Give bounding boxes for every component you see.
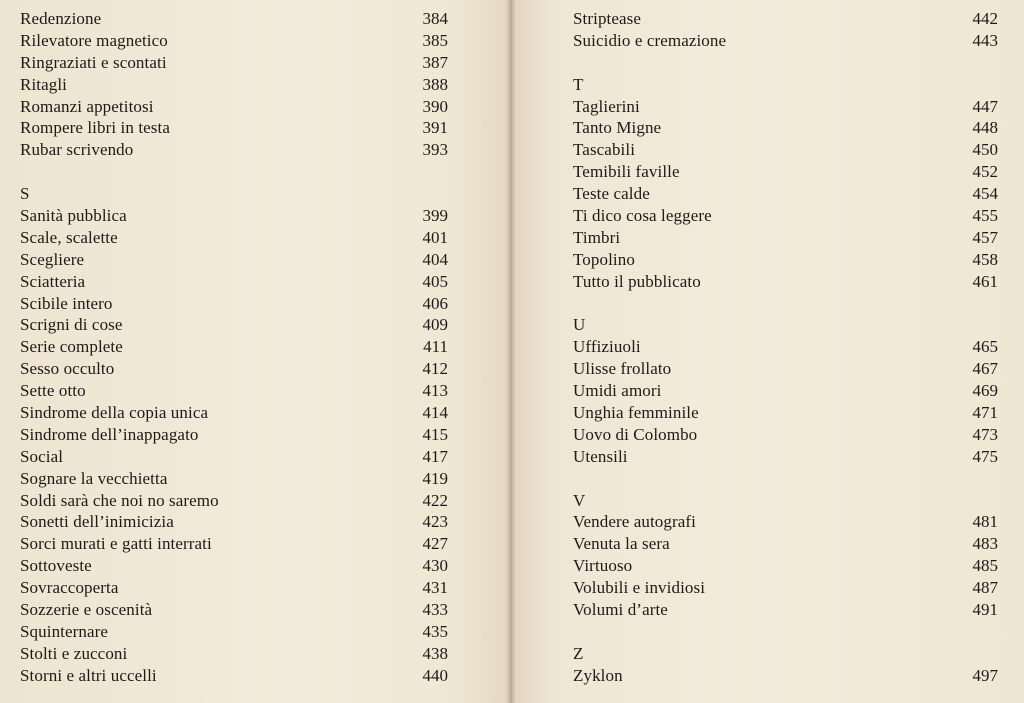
index-entry xyxy=(20,249,448,271)
right-page xyxy=(512,0,1024,703)
entry-page-number: 481 xyxy=(972,512,998,532)
entry-page-number: 461 xyxy=(972,271,998,291)
entry-title: Scale, scalette xyxy=(20,227,118,247)
index-entry xyxy=(573,227,998,249)
entry-title: Soldi sarà che noi no saremo xyxy=(20,490,219,510)
entry-page-number: 491 xyxy=(972,600,998,620)
entry-page-number: 487 xyxy=(972,578,998,598)
entry-title: Venuta la sera xyxy=(573,534,670,554)
entry-page-number: 393 xyxy=(422,140,448,160)
entry-page-number: 419 xyxy=(422,468,448,488)
index-entry xyxy=(20,555,448,577)
entry-title: Serie complete xyxy=(20,337,123,357)
entry-title: Tascabili xyxy=(573,140,636,160)
index-entry xyxy=(573,402,998,424)
section-letter: V xyxy=(573,490,586,510)
entry-title: Sorci murati e gatti interrati xyxy=(20,534,212,554)
index-entry xyxy=(20,424,448,446)
index-entry xyxy=(20,380,448,402)
index-entry xyxy=(20,30,448,52)
entry-page-number: 438 xyxy=(422,643,448,663)
entry-title: Stolti e zucconi xyxy=(20,643,128,663)
index-entry xyxy=(20,358,448,380)
index-entry xyxy=(20,314,448,336)
entry-title: Volumi d’arte xyxy=(573,600,668,620)
entry-title: Suicidio e cremazione xyxy=(573,30,727,50)
index-entry xyxy=(20,468,448,490)
entry-page-number: 385 xyxy=(422,30,448,50)
entry-page-number: 412 xyxy=(422,359,448,379)
entry-title: Sanità pubblica xyxy=(20,206,127,226)
left-page xyxy=(0,0,510,703)
entry-title: Topolino xyxy=(573,249,635,269)
entry-page-number: 433 xyxy=(422,600,448,620)
index-entry xyxy=(573,358,998,380)
entry-title: Sozzerie e oscenità xyxy=(20,600,153,620)
index-entry xyxy=(20,52,448,74)
index-entry xyxy=(573,577,998,599)
entry-page-number: 475 xyxy=(972,446,998,466)
index-entry xyxy=(573,665,998,687)
entry-page-number: 384 xyxy=(422,9,448,28)
entry-title: Uffiziuoli xyxy=(573,337,641,357)
entry-title: Sindrome della copia unica xyxy=(20,403,209,423)
entry-page-number: 440 xyxy=(422,665,448,685)
index-entry xyxy=(573,183,998,205)
entry-title: Social xyxy=(20,446,64,466)
entry-page-number: 390 xyxy=(422,96,448,116)
section-spacer xyxy=(573,468,998,490)
entry-title: Unghia femminile xyxy=(573,403,699,423)
entry-page-number: 485 xyxy=(972,556,998,576)
index-entry xyxy=(20,139,448,161)
entry-page-number: 473 xyxy=(972,424,998,444)
index-entry xyxy=(573,446,998,468)
index-entry xyxy=(20,665,448,687)
entry-page-number: 409 xyxy=(422,315,448,335)
index-entry xyxy=(573,424,998,446)
entry-title: Romanzi appetitosi xyxy=(20,96,154,116)
entry-title: Temibili faville xyxy=(573,162,680,182)
index-entry xyxy=(20,117,448,139)
entry-title: Rubar scrivendo xyxy=(20,140,134,160)
index-entry xyxy=(573,271,998,293)
index-entry xyxy=(573,161,998,183)
index-entry xyxy=(20,74,448,96)
entry-page-number: 391 xyxy=(422,118,448,138)
entry-page-number: 458 xyxy=(972,249,998,269)
entry-page-number: 401 xyxy=(422,227,448,247)
index-entry xyxy=(573,599,998,621)
index-entry xyxy=(20,271,448,293)
index-entry xyxy=(573,249,998,271)
entry-title: Scegliere xyxy=(20,249,85,269)
book-gutter xyxy=(506,0,516,703)
entry-title: Ti dico cosa leggere xyxy=(573,206,712,226)
index-entry xyxy=(20,402,448,424)
entry-page-number: 465 xyxy=(972,337,998,357)
entry-title: Umidi amori xyxy=(573,381,662,401)
entry-page-number: 404 xyxy=(422,249,448,269)
entry-page-number: 405 xyxy=(422,271,448,291)
entry-page-number: 469 xyxy=(972,381,998,401)
entry-page-number: 497 xyxy=(972,665,998,685)
section-letter: Z xyxy=(573,643,584,663)
index-entry xyxy=(573,380,998,402)
entry-page-number: 415 xyxy=(422,424,448,444)
section-letter: T xyxy=(573,74,584,94)
right-index-column xyxy=(573,8,998,687)
entry-title: Sognare la vecchietta xyxy=(20,468,168,488)
entry-title: Vendere autografi xyxy=(573,512,696,532)
index-entry xyxy=(573,96,998,118)
entry-page-number: 442 xyxy=(972,9,998,28)
index-entry xyxy=(20,577,448,599)
entry-title: Zyklon xyxy=(573,665,623,685)
section-spacer xyxy=(20,161,448,183)
entry-title: Ritagli xyxy=(20,74,67,94)
entry-title: Sovraccoperta xyxy=(20,578,119,598)
entry-page-number: 450 xyxy=(972,140,998,160)
entry-title: Sette otto xyxy=(20,381,86,401)
entry-title: Tanto Migne xyxy=(573,118,662,138)
index-entry xyxy=(20,533,448,555)
entry-page-number: 427 xyxy=(422,534,448,554)
index-entry xyxy=(573,511,998,533)
entry-title: Tutto il pubblicato xyxy=(573,271,701,291)
entry-page-number: 430 xyxy=(422,556,448,576)
entry-page-number: 448 xyxy=(972,118,998,138)
entry-title: Ulisse frollato xyxy=(573,359,672,379)
entry-page-number: 399 xyxy=(422,206,448,226)
entry-page-number: 414 xyxy=(422,403,448,423)
index-entry xyxy=(20,205,448,227)
index-entry xyxy=(20,599,448,621)
entry-page-number: 447 xyxy=(972,96,998,116)
index-entry xyxy=(20,446,448,468)
index-entry xyxy=(20,227,448,249)
entry-page-number: 411 xyxy=(423,337,448,357)
entry-page-number: 457 xyxy=(972,227,998,247)
index-entry xyxy=(573,336,998,358)
index-entry xyxy=(573,139,998,161)
entry-title: Squinternare xyxy=(20,621,109,641)
entry-title: Striptease xyxy=(573,9,642,28)
entry-page-number: 455 xyxy=(972,206,998,226)
section-letter: U xyxy=(573,315,586,335)
index-entry xyxy=(573,8,998,30)
entry-page-number: 387 xyxy=(422,52,448,72)
entry-page-number: 483 xyxy=(972,534,998,554)
section-spacer xyxy=(573,52,998,74)
entry-title: Sindrome dell’inappagato xyxy=(20,424,199,444)
index-entry xyxy=(573,30,998,52)
index-entry xyxy=(573,533,998,555)
entry-title: Sesso occulto xyxy=(20,359,115,379)
entry-title: Scibile intero xyxy=(20,293,113,313)
index-entry xyxy=(573,555,998,577)
entry-page-number: 422 xyxy=(422,490,448,510)
index-entry xyxy=(20,511,448,533)
entry-title: Scrigni di cose xyxy=(20,315,123,335)
section-spacer xyxy=(573,293,998,315)
index-entry xyxy=(20,336,448,358)
entry-title: Virtuoso xyxy=(573,556,633,576)
entry-title: Sonetti dell’inimicizia xyxy=(20,512,174,532)
entry-page-number: 443 xyxy=(972,30,998,50)
entry-page-number: 452 xyxy=(972,162,998,182)
index-entry xyxy=(573,205,998,227)
entry-title: Redenzione xyxy=(20,9,102,28)
entry-title: Rilevatore magnetico xyxy=(20,30,168,50)
entry-page-number: 435 xyxy=(422,621,448,641)
index-entry xyxy=(20,293,448,315)
entry-page-number: 454 xyxy=(972,184,998,204)
entry-title: Rompere libri in testa xyxy=(20,118,170,138)
entry-page-number: 471 xyxy=(972,403,998,423)
index-entry xyxy=(20,621,448,643)
index-entry xyxy=(20,490,448,512)
left-index-column xyxy=(20,8,448,687)
entry-page-number: 406 xyxy=(422,293,448,313)
entry-title: Timbri xyxy=(573,227,621,247)
entry-title: Volubili e invidiosi xyxy=(573,578,706,598)
section-spacer xyxy=(573,621,998,643)
index-entry xyxy=(20,643,448,665)
entry-title: Storni e altri uccelli xyxy=(20,665,157,685)
entry-page-number: 413 xyxy=(422,381,448,401)
entry-title: Teste calde xyxy=(573,184,650,204)
entry-title: Taglierini xyxy=(573,96,640,116)
entry-title: Sciatteria xyxy=(20,271,86,291)
index-entry xyxy=(20,96,448,118)
index-entry xyxy=(20,8,448,30)
entry-page-number: 388 xyxy=(422,74,448,94)
entry-title: Uovo di Colombo xyxy=(573,424,698,444)
entry-page-number: 467 xyxy=(972,359,998,379)
entry-title: Ringraziati e scontati xyxy=(20,52,167,72)
entry-page-number: 423 xyxy=(422,512,448,532)
entry-title: Utensili xyxy=(573,446,628,466)
index-entry xyxy=(573,117,998,139)
entry-page-number: 417 xyxy=(422,446,448,466)
section-letter: S xyxy=(20,184,30,204)
entry-title: Sottoveste xyxy=(20,556,92,576)
entry-page-number: 431 xyxy=(422,578,448,598)
